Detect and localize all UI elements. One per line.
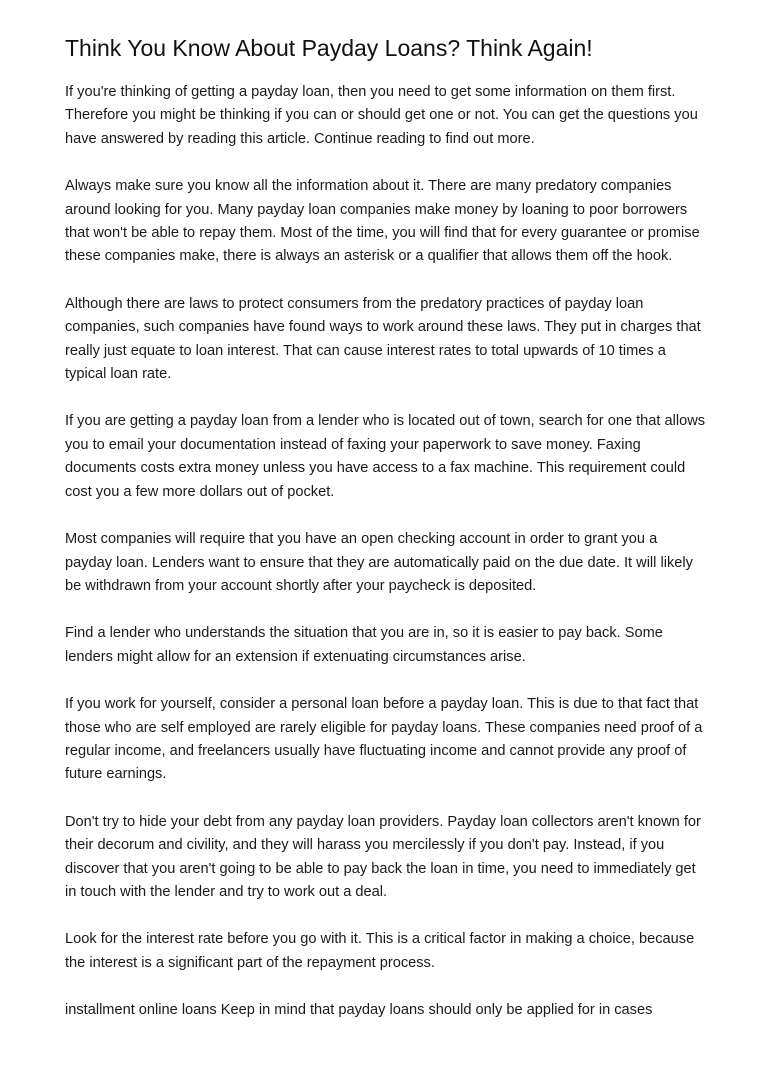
paragraph-4: If you are getting a payday loan from a lender who is located out of town, search for one that allows you to email your documentation instead of faxing your paperwork to save money. Faxing documents costs extra money unless you have access to a fax machine. This requirement could cost you a few more dollars out of pocket. — [65, 413, 706, 500]
paragraph-10: installment online loans Keep in mind that payday loans should only be applied for in cases — [65, 1002, 653, 1019]
paragraph-3: Although there are laws to protect consumers from the predatory practices of payday loan companies, such companies have found ways to work around these laws. They put in charges that really just equate to loan interest. That can cause interest rates to total upwards of 10 times a typical loan rate. — [65, 295, 701, 383]
paragraph-7: If you work for yourself, consider a personal loan before a payday loan. This is due to that fact that those who are self employed are rarely eligible for payday loans. These companies need proof of a regular income, and freelancers usually have fluctuating income and cannot provide any proof of future earnings. — [65, 696, 703, 783]
paragraph-9: Look for the interest rate before you go with it. This is a critical factor in making a choice, because the interest is a significant part of the repayment process. — [65, 931, 695, 971]
paragraph-6: Find a lender who understands the situation that you are in, so it is easier to pay back. Some lenders might allow for an extension if extenuating circumstances arise. — [65, 625, 663, 665]
paragraph-1: If you're thinking of getting a payday loan, then you need to get some information on them first. Therefore you might be thinking if you can or should get one or not. You can get the questions you have answered by reading this article. Continue reading to find out more. — [65, 84, 698, 147]
paragraph-2: Always make sure you know all the information about it. There are many predatory companies around looking for you. Many payday loan companies make money by loaning to poor borrowers that won't be able to repay them. Most of the time, you will find that for every guarantee or promise these companies make, there is always an asterisk or a qualifier that allows them off the hook. — [65, 178, 700, 265]
paragraph-8: Don't try to hide your debt from any payday loan providers. Payday loan collectors aren't known for their decorum and civility, and they will harass you mercilessly if you don't pay. Instead, if you discover that you aren't going to be able to pay back the loan in time, you need to immediately get in touch with the lender and try to work out a deal. — [65, 813, 701, 900]
paragraph-5: Most companies will require that you have an open checking account in order to grant you a payday loan. Lenders want to ensure that they are automatically paid on the due date. It will likely be withdrawn from your account shortly after your paycheck is deposited. — [65, 531, 693, 594]
document-title: Think You Know About Payday Loans? Think Again! — [65, 35, 593, 61]
